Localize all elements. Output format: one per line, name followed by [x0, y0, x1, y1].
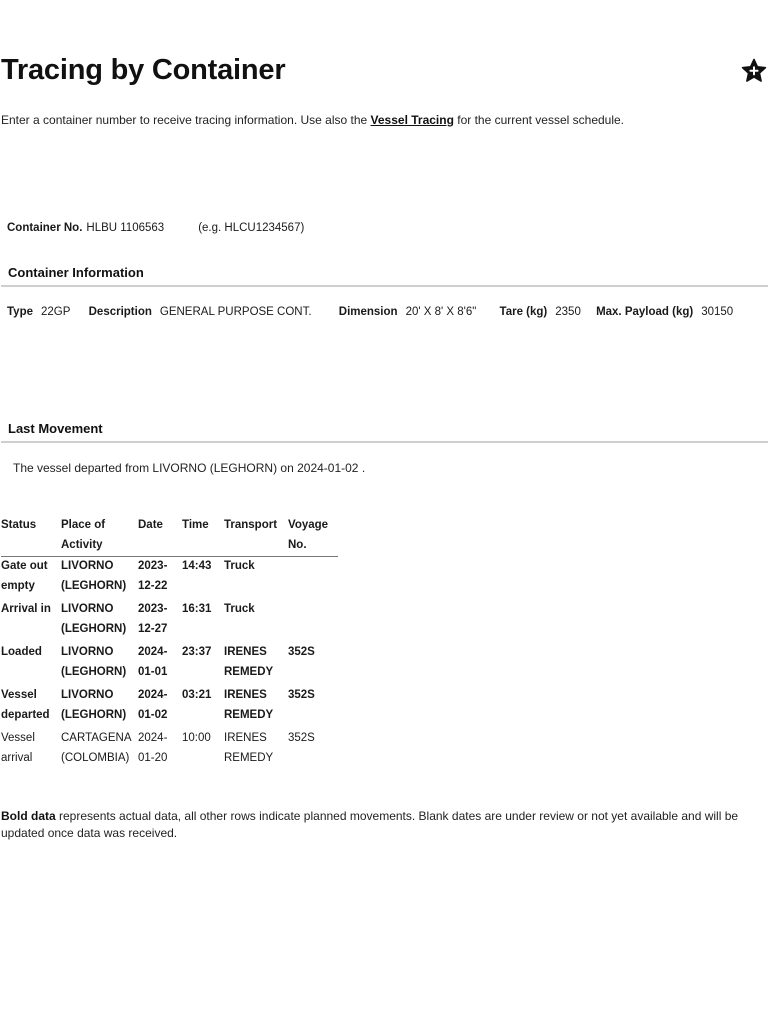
time-cell: 16:31: [182, 603, 212, 615]
star-plus-icon: [740, 57, 768, 85]
page-title: Tracing by Container: [1, 54, 286, 86]
transport-cell: Truck: [224, 560, 255, 572]
transport-cell: IRENES REMEDY: [224, 689, 274, 721]
divider: [1, 441, 768, 443]
intro-after: for the current vessel schedule.: [453, 113, 625, 127]
max-payload-label: Max. Payload (kg): [596, 306, 694, 318]
table-row: [1, 557, 338, 601]
place-column-header: Place of Activity: [61, 516, 138, 557]
status-column-header: Status: [1, 516, 61, 557]
place-cell: LIVORNO (LEGHORN): [61, 689, 127, 721]
time-cell: 03:21: [182, 689, 212, 701]
time-cell: 14:43: [182, 560, 212, 572]
description-label: Description: [88, 306, 152, 318]
legend-text: [1, 808, 761, 842]
table-row: [1, 729, 338, 772]
voyage-cell: 352S: [288, 689, 315, 701]
table-row: [1, 686, 338, 729]
status-cell: Vessel departed: [1, 689, 50, 721]
table-row: [1, 600, 338, 643]
tare-value: 2350: [555, 306, 581, 318]
favorite-button[interactable]: [740, 57, 768, 85]
date-cell: 2024-01-20: [138, 732, 168, 764]
transport-cell: IRENES REMEDY: [224, 646, 274, 678]
status-cell: Vessel arrival: [1, 732, 35, 764]
status-cell: Gate out empty: [1, 560, 48, 592]
voyage-cell: 352S: [288, 646, 315, 658]
date-cell: 2024-01-02: [138, 689, 168, 721]
table-row: [1, 643, 338, 686]
container-information-row: [7, 303, 733, 321]
tare-label: Tare (kg): [499, 306, 548, 318]
date-cell: 2024-01-01: [138, 646, 168, 678]
intro-before: Enter a container number to receive tracing information. Use also the: [1, 113, 371, 127]
place-cell: LIVORNO (LEGHORN): [61, 603, 127, 635]
status-cell: Loaded: [1, 646, 42, 658]
last-movement-heading: Last Movement: [8, 421, 103, 436]
transport-cell: Truck: [224, 603, 255, 615]
container-number-hint: (e.g. HLCU1234567): [198, 222, 305, 234]
voyage-cell: [288, 600, 338, 643]
voyage-cell: [288, 557, 338, 601]
vessel-tracing-link[interactable]: Vessel Tracing: [370, 113, 454, 127]
type-label: Type: [7, 306, 33, 318]
legend-description: represents actual data, all other rows indicate planned movements. Blank dates are under review or not yet available and will be updated once data was received.: [1, 809, 739, 840]
container-number-label: Container No.: [7, 222, 83, 234]
transport-cell: IRENES REMEDY: [224, 732, 274, 764]
intro-text: [1, 111, 761, 129]
legend-bold-label: Bold data: [1, 809, 56, 823]
date-column-header: Date: [138, 516, 182, 557]
place-cell: LIVORNO (LEGHORN): [61, 560, 127, 592]
time-cell: 10:00: [182, 732, 211, 744]
time-cell: 23:37: [182, 646, 212, 658]
date-cell: 2023-12-22: [138, 560, 168, 592]
container-number-row: [7, 219, 304, 237]
movements-table: [1, 516, 338, 772]
time-column-header: Time: [182, 516, 224, 557]
description-value: GENERAL PURPOSE CONT.: [159, 306, 312, 318]
type-value: 22GP: [41, 306, 71, 318]
date-cell: 2023-12-27: [138, 603, 168, 635]
dimension-label: Dimension: [338, 306, 398, 318]
container-information-heading: Container Information: [8, 265, 144, 280]
divider: [1, 285, 768, 287]
last-movement-text: The vessel departed from LIVORNO (LEGHORN) on 2024-01-02 .: [13, 461, 366, 475]
status-cell: Arrival in: [1, 603, 51, 615]
dimension-value: 20' X 8' X 8'6": [405, 306, 477, 318]
transport-column-header: Transport: [224, 516, 288, 557]
voyage-cell: 352S: [288, 732, 315, 744]
place-cell: CARTAGENA (COLOMBIA): [61, 732, 131, 764]
voyage-column-header: Voyage No.: [288, 516, 338, 557]
place-cell: LIVORNO (LEGHORN): [61, 646, 127, 678]
table-header-row: [1, 516, 338, 557]
container-number-value: HLBU 1106563: [86, 222, 165, 234]
max-payload-value: 30150: [701, 306, 734, 318]
